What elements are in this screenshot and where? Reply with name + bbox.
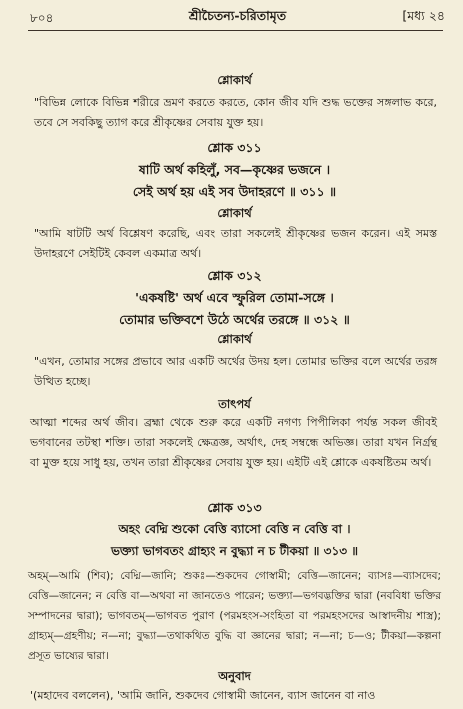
section-marker: [মধ্য ২৪ (402, 8, 445, 23)
verse-311-line-2: সেই অর্থ হয় এই সব উদাহরণে ॥ ৩১১ ॥ (132, 184, 337, 199)
verse-313-line-2: ভক্ত্যা ভাগবতং গ্রাহ্যং ন বুদ্ধ্যা ন চ টীকয়া ॥ ৩১৩ ॥ (110, 544, 358, 558)
purport-label-312: তাৎপর্য (218, 397, 251, 411)
verse-311-line-1: ষাটি অর্থ কহিলুঁ, সব—কৃষ্ণের ভজনে । (138, 162, 331, 177)
page-header (30, 8, 445, 30)
page-number: ৮০৪ (30, 11, 54, 25)
translation-text-311: "আমি ষাটটি অর্থ বিশ্লেষণ করেছি, এবং তারা সকলেই শ্রীকৃষ্ণের ভজন করেন। এই সমস্ত উদাহরণে সেইটিই কেবল একমাত্র অর্থ। (34, 227, 437, 260)
verse-311 (32, 159, 437, 203)
header-rule (28, 30, 443, 31)
word-for-word-313: অহম্—আমি (শিব); বেদ্মি—জানি; শুকঃ—শুকদেব গোস্বামী; বেত্তি—জানেন; ব্যাসঃ—ব্যাসদেব; বেত্তি—জানেন; ন বেত্তি বা—অথবা না জানতেও পারেন; ভক্ত্যা—ভগবদ্ভক্তির দ্বারা (নববিধা ভক্তির সম্পাদনের দ্বারা); ভাগবতম্—ভাগবত পুরাণ (পরমহংস-সংহিতা বা পরমহংসদের আস্বাদনীয় শাস্ত্র); গ্রাহ্যম্—গ্রহণীয়; ন—না; বুদ্ধ্যা—তথাকথিত বুদ্ধি বা জ্ঞানের দ্বারা; ন—না; চ—ও; টীকয়া—কল্পনা প্রসূত ভাষ্যের দ্বারা। (28, 570, 441, 662)
verse-312-line-2: তোমার ভক্তিবশে উঠে অর্থের তরঙ্গে ॥ ৩১২ ॥ (119, 312, 350, 327)
verse-312 (32, 287, 437, 331)
verse-313-line-1: অহং বেদ্মি শুকো বেত্তি ব্যাসো বেত্তি ন বেত্তি বা । (118, 522, 351, 536)
verse-313-heading: শ্লোক ৩১৩ (207, 500, 262, 515)
verse-311-heading: শ্লোক ৩১১ (207, 140, 262, 155)
translation-label-311: শ্লোকার্থ (217, 206, 252, 220)
verse-312-heading: শ্লোক ৩১২ (207, 268, 262, 283)
purport-text-312: আত্মা শব্দের অর্থ জীব। ব্রহ্মা থেকে শুরু করে একটি নগণ্য পিপীলিকা পর্যন্ত সকল জীবই ভগবানের তটস্থা শক্তি। তারা সকলেই ক্ষেত্রজ্ঞ, অর্থাৎ, দেহ সম্বন্ধে অভিজ্ঞ। তারা যখন নির্গ্রন্থ বা মুক্ত হয়ে সাধু হয়, তখন তারা শ্রীকৃষ্ণের সেবায় যুক্ত হয়। এইটি এই শ্লোকে একষষ্টিতম অর্থ। (30, 416, 437, 469)
running-title: শ্রীচৈতন্য-চরিতামৃত (188, 8, 287, 23)
verse-312-line-1: 'একষষ্টি' অর্থ এবে স্ফুরিল তোমা-সঙ্গে । (135, 290, 334, 305)
translation-label-313: অনুবাদ (218, 669, 251, 683)
translation-text-1: "বিভিন্ন লোকে বিভিন্ন শরীরে ভ্রমণ করতে করতে, কোন জীব যদি শুদ্ধ ভক্তের সঙ্গলাভ করে, তবে সে সবকিছু ত্যাগ করে শ্রীকৃষ্ণের সেবায় যুক্ত হয়। (34, 96, 437, 129)
translation-text-312: "এখন, তোমার সঙ্গের প্রভাবে আর একটি অর্থের উদয় হল। তোমার ভক্তির বলে অর্থের তরঙ্গ উত্থিত হচ্ছে। (34, 355, 437, 388)
translation-label-312: শ্লোকার্থ (217, 332, 252, 346)
translation-text-313: '(মহাদেব বললেন), 'আমি জানি, শুকদেব গোস্বামী জানেন, ব্যাস জানেন বা নাও (30, 689, 376, 702)
verse-313 (32, 518, 437, 562)
translation-label-1: শ্লোকার্থ (217, 73, 252, 87)
